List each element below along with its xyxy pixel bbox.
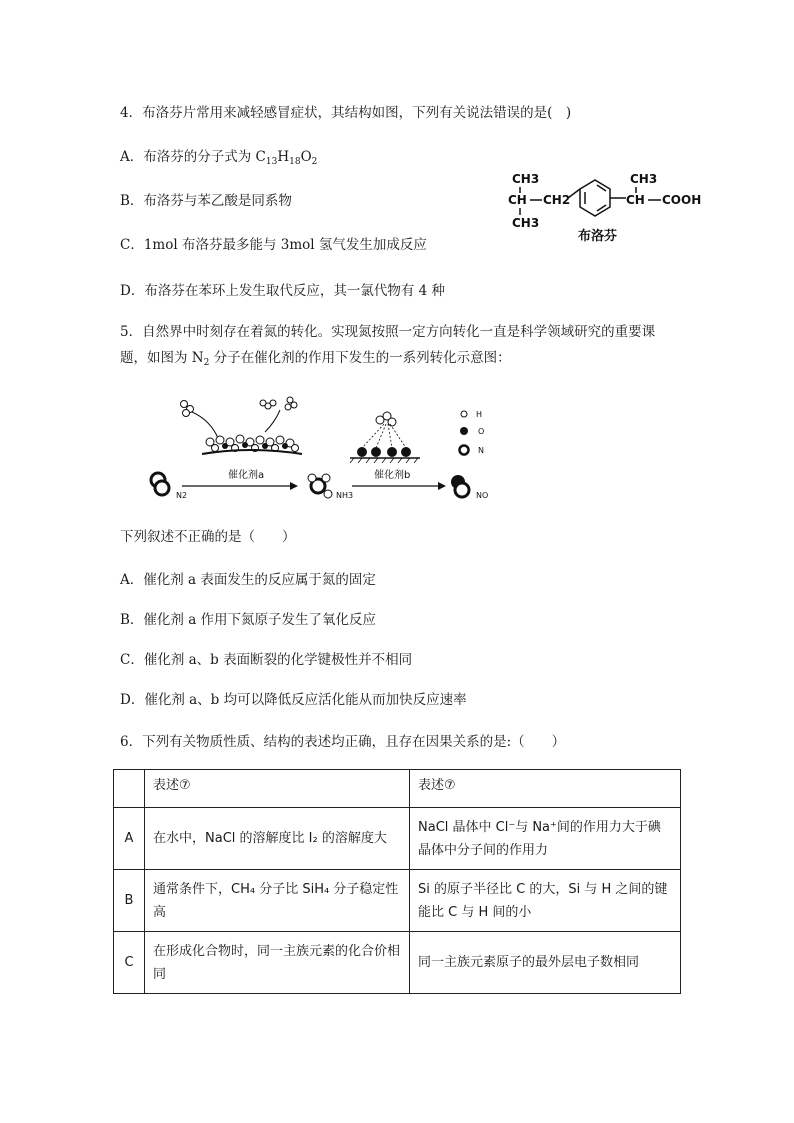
q5-option-b: B．催化剂 a 作用下氮原子发生了氧化反应	[120, 612, 377, 628]
cooh-label: COOH	[662, 193, 702, 207]
ibuprofen-structure	[490, 165, 710, 245]
row-statement-2: NaCl 晶体中 Cl⁻与 Na⁺间的作用力大于碘晶体中分子间的作用力	[410, 808, 681, 870]
catalyst-b-label: 催化剂b	[374, 470, 411, 481]
q5-stem-line2-b: 分子在催化剂的作用下发生的一系列转化示意图：	[209, 350, 511, 366]
q5-stem-line2-a: 题，如图为 N	[120, 350, 204, 366]
row-statement-2: 同一主族元素原子的最外层电子数相同	[410, 932, 681, 994]
ch3-top-left: CH3	[512, 172, 540, 186]
row-key: B	[114, 870, 145, 932]
ch2-label: CH2	[543, 193, 571, 207]
q4-option-a-text: A．布洛芬的分子式为 C	[120, 149, 266, 165]
formula-o: O	[300, 149, 312, 165]
q4-option-b: B．布洛芬与苯乙酸是同系物	[120, 193, 292, 209]
subscript: 2	[311, 157, 318, 167]
header-cell	[114, 770, 145, 808]
no-label: NO	[476, 491, 489, 500]
row-statement-1: 通常条件下，CH₄ 分子比 SiH₄ 分子稳定性高	[145, 870, 410, 932]
ch-right-label: CH	[626, 193, 645, 207]
nh3-label: NH3	[336, 491, 354, 500]
header-cell: 表述⑦	[145, 770, 410, 808]
ibuprofen-caption: 布洛芬	[578, 229, 618, 244]
catalyst-a-label: 催化剂a	[228, 470, 265, 481]
table-row	[114, 932, 681, 994]
row-key: A	[114, 808, 145, 870]
header-cell: 表述⑦	[410, 770, 681, 808]
legend-o: O	[478, 427, 485, 436]
table-header-row	[114, 770, 681, 808]
nitrogen-conversion-diagram	[140, 390, 510, 510]
q5-option-a: A．催化剂 a 表面发生的反应属于氮的固定	[120, 572, 376, 588]
q6-stem: 6．下列有关物质性质、结构的表述均正确，且存在因果关系的是:（ ）	[120, 734, 566, 750]
table-row	[114, 808, 681, 870]
q6-table	[113, 769, 681, 994]
q4-option-a	[120, 147, 317, 172]
legend-n: N	[478, 446, 484, 455]
ch3-bottom: CH3	[512, 216, 540, 230]
q5-option-d: D．催化剂 a、b 均可以降低反应活化能从而加快反应速率	[120, 692, 467, 708]
legend-h-marker	[461, 411, 467, 417]
formula-h: H	[277, 149, 290, 165]
row-statement-2: Si 的原子半径比 C 的大，Si 与 H 之间的键能比 C 与 H 间的小	[410, 870, 681, 932]
q5-stem-line2	[120, 348, 511, 373]
row-statement-1: 在形成化合物时，同一主族元素的化合价相同	[145, 932, 410, 994]
q4-option-d: D．布洛芬在苯环上发生取代反应，其一氯代物有 4 种	[120, 283, 445, 299]
legend-o-marker	[460, 427, 468, 435]
q5-option-c: C．催化剂 a、b 表面断裂的化学键极性并不相同	[120, 652, 413, 668]
q4-stem: 4．布洛芬片常用来减轻感冒症状，其结构如图，下列有关说法错误的是( )	[120, 105, 572, 121]
q5-stem-line1: 5．自然界中时刻存在着氮的转化。实现氮按照一定方向转化一直是科学领域研究的重要课	[120, 324, 656, 340]
subscript: 13	[265, 157, 278, 167]
subscript: 2	[203, 358, 210, 368]
subscript: 18	[289, 157, 301, 167]
ch-label: CH	[508, 193, 527, 207]
q5-question: 下列叙述不正确的是（ ）	[120, 529, 296, 545]
n2-label: N2	[176, 491, 188, 500]
ch3-top-right: CH3	[630, 172, 658, 186]
row-key: C	[114, 932, 145, 994]
legend-n-marker	[460, 446, 469, 455]
q4-option-c: C．1mol 布洛芬最多能与 3mol 氢气发生加成反应	[120, 237, 427, 253]
table-row	[114, 870, 681, 932]
row-statement-1: 在水中，NaCl 的溶解度比 I₂ 的溶解度大	[145, 808, 410, 870]
legend-h: H	[476, 410, 483, 419]
